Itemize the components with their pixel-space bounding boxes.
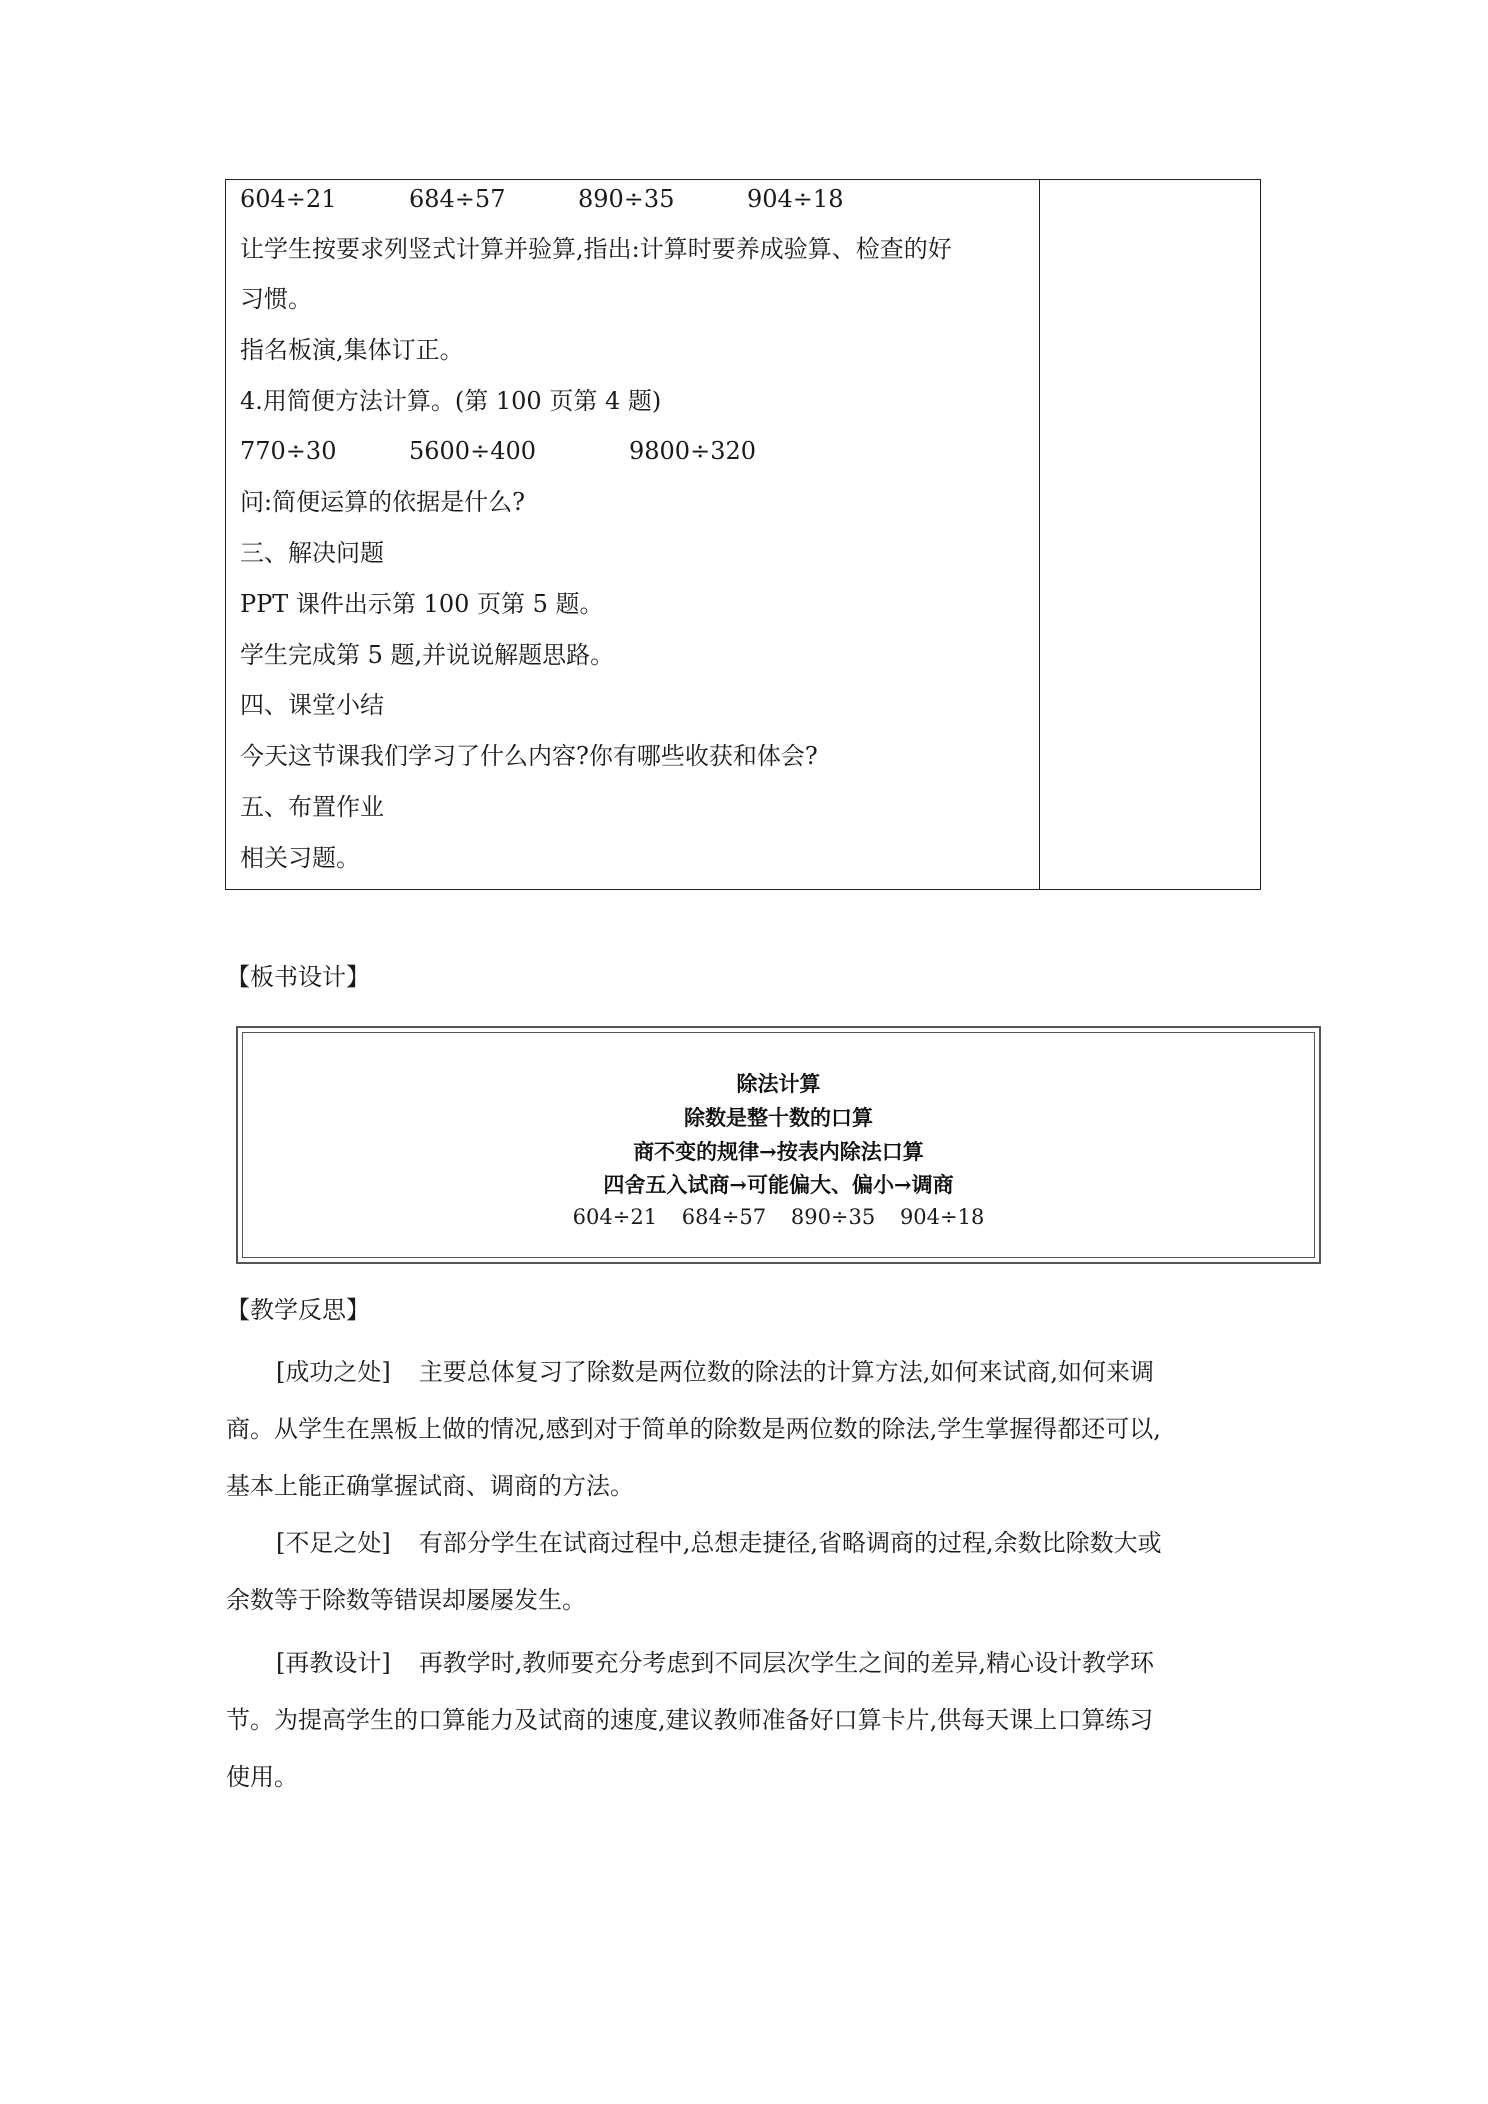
board-line: 商不变的规律→按表内除法口算 — [633, 1139, 924, 1164]
instruction-text: 让学生按要求列竖式计算并验算,指出:计算时要养成验算、检查的好 — [240, 235, 952, 263]
question-text: 问:简便运算的依据是什么? — [240, 488, 525, 516]
shortcoming-text: 有部分学生在试商过程中,总想走捷径,省略调商的过程,余数比除数大或 — [418, 1529, 1162, 1557]
simplified-division-row — [240, 436, 1030, 466]
redesign-tag: [再教设计] — [276, 1649, 391, 1677]
shortcoming-tag: [不足之处] — [276, 1529, 391, 1557]
board-demo-text: 指名板演,集体订正。 — [240, 336, 464, 364]
board-design-heading: 【板书设计】 — [226, 963, 370, 991]
board-design-box — [236, 1026, 1321, 1264]
redesign-paragraph-line: 使用。 — [226, 1763, 298, 1791]
exercise-heading: 4.用简便方法计算。(第 100 页第 4 题) — [240, 387, 662, 415]
board-title: 除法计算 — [736, 1071, 821, 1096]
lesson-table — [225, 179, 1261, 890]
redesign-text: 再教学时,教师要充分考虑到不同层次学生之间的差异,精心设计教学环 — [418, 1649, 1154, 1677]
board-line: 四舍五入试商→可能偏大、偏小→调商 — [603, 1172, 954, 1197]
board-design-inner-frame — [242, 1032, 1315, 1258]
division-expression: 890÷35 — [790, 1205, 876, 1229]
instruction-text-continued: 习惯。 — [240, 285, 312, 313]
division-expression: 604÷21 — [572, 1205, 658, 1229]
section-heading-summary: 四、课堂小结 — [240, 691, 384, 719]
homework-text: 相关习题。 — [240, 844, 360, 872]
shortcoming-paragraph-line: 余数等于除数等错误却屡屡发生。 — [226, 1586, 586, 1614]
redesign-paragraph-line — [276, 1648, 1154, 1678]
division-exercise-row — [240, 180, 1030, 217]
division-expression: 770÷30 — [240, 437, 337, 465]
division-expression: 9800÷320 — [629, 437, 756, 465]
board-expression-row — [243, 1203, 1314, 1231]
division-expression: 684÷57 — [681, 1205, 767, 1229]
success-paragraph-line: 商。从学生在黑板上做的情况,感到对于简单的除数是两位数的除法,学生掌握得都还可以, — [226, 1415, 1161, 1443]
shortcoming-paragraph-line — [276, 1528, 1162, 1558]
division-expression: 890÷35 — [578, 185, 675, 213]
section-heading-problem-solving: 三、解决问题 — [240, 539, 384, 567]
division-expression: 604÷21 — [240, 185, 337, 213]
success-paragraph-line — [276, 1357, 1154, 1387]
student-task-text: 学生完成第 5 题,并说说解题思路。 — [240, 641, 615, 669]
board-line: 除数是整十数的口算 — [684, 1105, 873, 1130]
division-expression: 5600÷400 — [409, 437, 536, 465]
teaching-reflection-heading: 【教学反思】 — [226, 1296, 370, 1324]
division-expression: 904÷18 — [899, 1205, 985, 1229]
division-expression: 684÷57 — [409, 185, 506, 213]
success-paragraph-line: 基本上能正确掌握试商、调商的方法。 — [226, 1472, 634, 1500]
success-tag: [成功之处] — [276, 1358, 391, 1386]
redesign-paragraph-line: 节。为提高学生的口算能力及试商的速度,建议教师准备好口算卡片,供每天课上口算练习 — [226, 1706, 1154, 1734]
ppt-instruction-text: PPT 课件出示第 100 页第 5 题。 — [240, 590, 604, 618]
section-heading-homework: 五、布置作业 — [240, 793, 384, 821]
division-expression: 904÷18 — [747, 185, 844, 213]
table-column-divider — [1039, 180, 1040, 889]
success-text: 主要总体复习了除数是两位数的除法的计算方法,如何来试商,如何来调 — [418, 1358, 1154, 1386]
summary-question-text: 今天这节课我们学习了什么内容?你有哪些收获和体会? — [240, 742, 818, 770]
